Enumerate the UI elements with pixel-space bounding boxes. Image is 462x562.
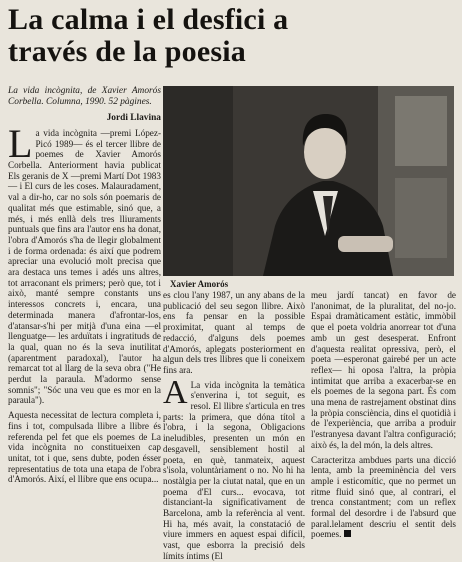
book-reference: La vida incògnita, de Xavier Amorós Corbella. Columna, 1990. 52 pàgines. [8,86,161,107]
photo-caption: Xavier Amorós [170,279,229,289]
column-2-paragraph-1: es clou l'any 1987, un any abans de la publicació del seu segon llibre. Això ens fa pensar en la possible proximitat, quant al temps de redacció, d'alguns dels poemes d'Amorós, aplegats posteriorment en algun dels tres llibres que li coneixem fins ara. [163,290,305,375]
headline-line-1: La calma i el desfici a [8,3,289,36]
column-2-text: La vida incògnita la temàtica s'enverina i, tot seguit, es resol. El llibre s'articula en tres parts: la primera, que dóna títol a l'obra, i la segona, Obligacions ineludibles, presenten un món en desgavell, sensiblement hostil al poeta, en què, tanmateix, aquest s'isola, voluntàriament o no. No hi ha nostàlgia per la ciutat natal, que en un poema d'El curs... evocava, tot distanciant-la significativament de Barcelona, amb la referència al vent. Hi ha, més avait, la constatació de viure immers en aquest espai difícil, vast, que esborra la precisió dels límits íntims (El [163,379,305,561]
column-3-text: Caracteritza ambdues parts una dicció lenta, amb la preeminència del vers ample i esticomític, que no permet un ritme fluid sinó que, al contrari, el trenca constantment; com un reflex formal del desordre i de l'absurd que paral.lelament descriu el sentit dels poemes. [311,454,456,540]
column-1-paragraph-2: Aquesta necessitat de lectura completa i, fins i tot, compulsada llibre a llibre és referenda pel fet que els poemes de La vida incògnita no constitueixen cap unitat, tot i que, sens dubte, poden ésser representatius de tota una etapa de l'obra d'Amorós. Així, el llibre que ens ocupa... [8,410,161,485]
byline: Jordi Llavina [106,113,161,124]
drop-cap-a: A [163,373,188,411]
drop-cap: L [8,120,33,166]
headline [8,4,454,68]
portrait-image [163,86,454,276]
column-3 [311,290,456,540]
author-photo [163,86,454,276]
column-1 [8,86,161,485]
column-2-paragraph-2 [163,373,305,562]
column-2 [163,290,305,562]
column-1-paragraph-1 [8,120,161,406]
column-3-paragraph-2 [311,455,456,541]
column-1-text: a vida incògnita —premi López-Picó 1989— és el tercer llibre de poemes de Xavier Amorós Corbella. Anteriorment havia publicat Els geranis de X —premi Martí Dot 1983— i El curs de les coses. Malauradament, val a dir-ho, car no sols són poemaris de qualitat més que estimable, sinó que, a més, i més enllà dels tres lliuraments puntuals que fins ara l'autor ens ha donat, l'obra d'Amorós s'ha de llegir globalment i de forma ordenada: és així que podrem apreciar una evolució molt precisa que ara destaca uns temes i adés uns altres, tot arraconant els primers; però que, tot i això, manté sempre constants uns interessos concrets i, encara, una determinada manera d'afrontar-los, d'atansar-s'hi per mitjà d'una eina —el llenguatge— les arduïtats i ingratituds de la qual, quan no és la seva inutilitat (aparentment paradoxal), l'autor ha remarcat tot al llarg de la seva obra ("He perdut la paraula. M'adormo sense somnis"; "Sóc una veu que es mor en la paraula"). [8,127,161,406]
end-of-article-mark [344,530,351,537]
column-3-paragraph-1: meu jardí tancat) en favor de l'anonimat, de la pluralitat, del no-jo. Espai dramàticament estàtic, immòbil que el poeta voldria anorrear tot d'una amb un gest desesperat. Enfront d'aquesta realitat opressiva, però, el poeta —esperonat gairebé per un acte reflex— hi oposa l'altra, la pròpia intimitat que arriba a exacerbar-se en els poemes de la segona part. És com una mena de rastrejament obstinat dins la pròpia consciència, dins el quotidià i de l'experiència, que arriba a produir l'estranyesa davant l'altra configuració; això és, la del món, la dels altres. [311,290,456,450]
headline-line-2: través de la poesia [8,35,246,68]
